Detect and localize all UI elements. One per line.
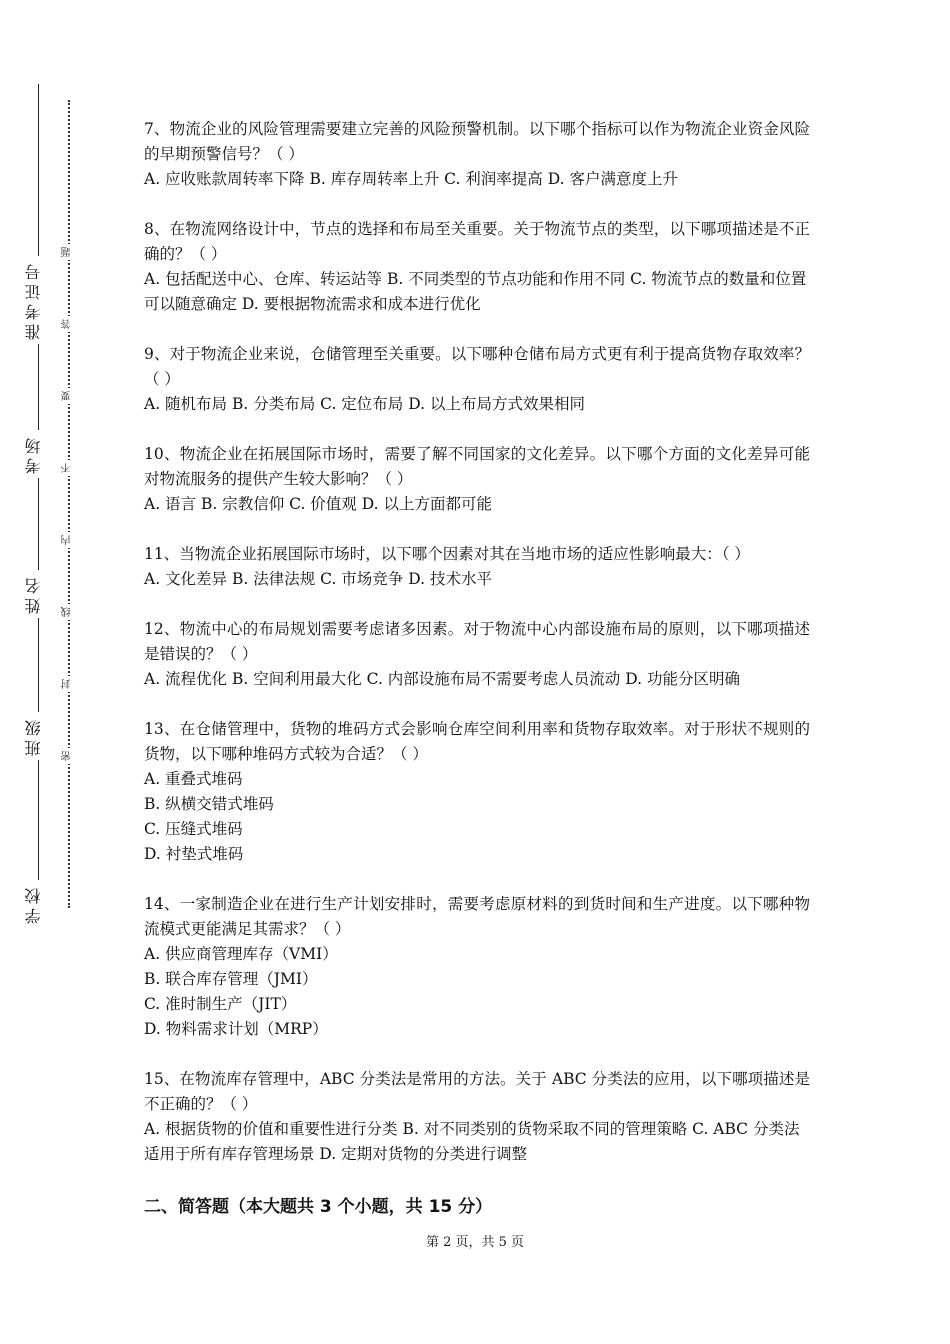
seal-char: 不 — [60, 460, 76, 476]
question-10 — [144, 442, 810, 517]
option-b: B. 纵横交错式堆码 — [144, 795, 274, 813]
exam-content — [144, 117, 810, 1217]
question-options: A. 应收账款周转率下降 B. 库存周转率上升 C. 利润率提高 D. 客户满意度上升 — [144, 170, 678, 188]
binding-strip — [0, 0, 73, 1344]
exam-room-label: 考场 — [22, 430, 54, 478]
question-options: A. 根据货物的价值和重要性进行分类 B. 对不同类别的货物采取不同的管理策略 C. ABC 分类法适用于所有库存管理场景 D. 定期对货物的分类进行调整 — [144, 1120, 800, 1163]
binding-solid-line — [38, 84, 39, 916]
question-options: A. 包括配送中心、仓库、转运站等 B. 不同类型的节点功能和作用不同 C. 物流节点的数量和位置可以随意确定 D. 要根据物流需求和成本进行优化 — [144, 270, 807, 313]
page-footer: 第 2 页，共 5 页 — [425, 1235, 525, 1250]
seal-char: 密 — [60, 748, 76, 764]
seal-char: 封 — [60, 676, 76, 692]
class-label: 班级 — [22, 712, 54, 760]
option-d: D. 衬垫式堆码 — [144, 845, 244, 863]
question-text: 7、物流企业的风险管理需要建立完善的风险预警机制。以下哪个指标可以作为物流企业资金风险的早期预警信号？（ ） — [144, 120, 810, 163]
question-options: A. 文化差异 B. 法律法规 C. 市场竞争 D. 技术水平 — [144, 570, 492, 588]
exam-number-label: 准考证号 — [22, 256, 54, 344]
seal-dotted-line — [68, 100, 70, 908]
question-12 — [144, 617, 810, 692]
question-text: 15、在物流库存管理中，ABC 分类法是常用的方法。关于 ABC 分类法的应用，以下哪项描述是不正确的？（ ） — [144, 1070, 810, 1113]
question-11 — [144, 542, 810, 592]
seal-char: 答 — [60, 316, 76, 332]
student-name-label: 姓名 — [22, 570, 54, 618]
question-14 — [144, 892, 810, 1042]
seal-char: 线 — [60, 604, 76, 620]
section-title: 二、简答题（本大题共 3 个小题，共 15 分） — [144, 1197, 493, 1217]
question-text: 9、对于物流企业来说，仓储管理至关重要。以下哪种仓储布局方式更有利于提高货物存取效率？（ ） — [144, 345, 810, 388]
option-a: A. 重叠式堆码 — [144, 770, 243, 788]
question-options: A. 语言 B. 宗教信仰 C. 价值观 D. 以上方面都可能 — [144, 495, 492, 513]
question-9 — [144, 342, 810, 417]
seal-char: 要 — [60, 388, 76, 404]
question-13 — [144, 717, 810, 867]
question-text: 13、在仓储管理中，货物的堆码方式会影响仓库空间利用率和货物存取效率。对于形状不规则的货物，以下哪种堆码方式较为合适？（ ） — [144, 720, 810, 763]
question-8 — [144, 217, 810, 317]
option-c: C. 压缝式堆码 — [144, 820, 243, 838]
option-a: A. 供应商管理库存（VMI） — [144, 945, 338, 963]
question-options: A. 随机布局 B. 分类布局 C. 定位布局 D. 以上布局方式效果相同 — [144, 395, 585, 413]
school-label: 学校 — [22, 880, 54, 928]
seal-char: 题 — [60, 244, 76, 260]
seal-char: 内 — [60, 532, 76, 548]
question-text: 10、物流企业在拓展国际市场时，需要了解不同国家的文化差异。以下哪个方面的文化差异可能对物流服务的提供产生较大影响？（ ） — [144, 445, 810, 488]
question-7 — [144, 117, 810, 192]
question-options: A. 流程优化 B. 空间利用最大化 C. 内部设施布局不需要考虑人员流动 D. 功能分区明确 — [144, 670, 740, 688]
question-text: 14、一家制造企业在进行生产计划安排时，需要考虑原材料的到货时间和生产进度。以下哪种物流模式更能满足其需求？（ ） — [144, 895, 810, 938]
question-15 — [144, 1067, 810, 1167]
option-c: C. 准时制生产（JIT） — [144, 995, 297, 1013]
question-text: 8、在物流网络设计中，节点的选择和布局至关重要。关于物流节点的类型，以下哪项描述是不正确的？（ ） — [144, 220, 810, 263]
option-d: D. 物料需求计划（MRP） — [144, 1020, 328, 1038]
option-b: B. 联合库存管理（JMI） — [144, 970, 318, 988]
question-text: 12、物流中心的布局规划需要考虑诸多因素。对于物流中心内部设施布局的原则，以下哪项描述是错误的？（ ） — [144, 620, 810, 663]
question-text: 11、当物流企业拓展国际市场时，以下哪个因素对其在当地市场的适应性影响最大：（ ） — [144, 545, 750, 563]
